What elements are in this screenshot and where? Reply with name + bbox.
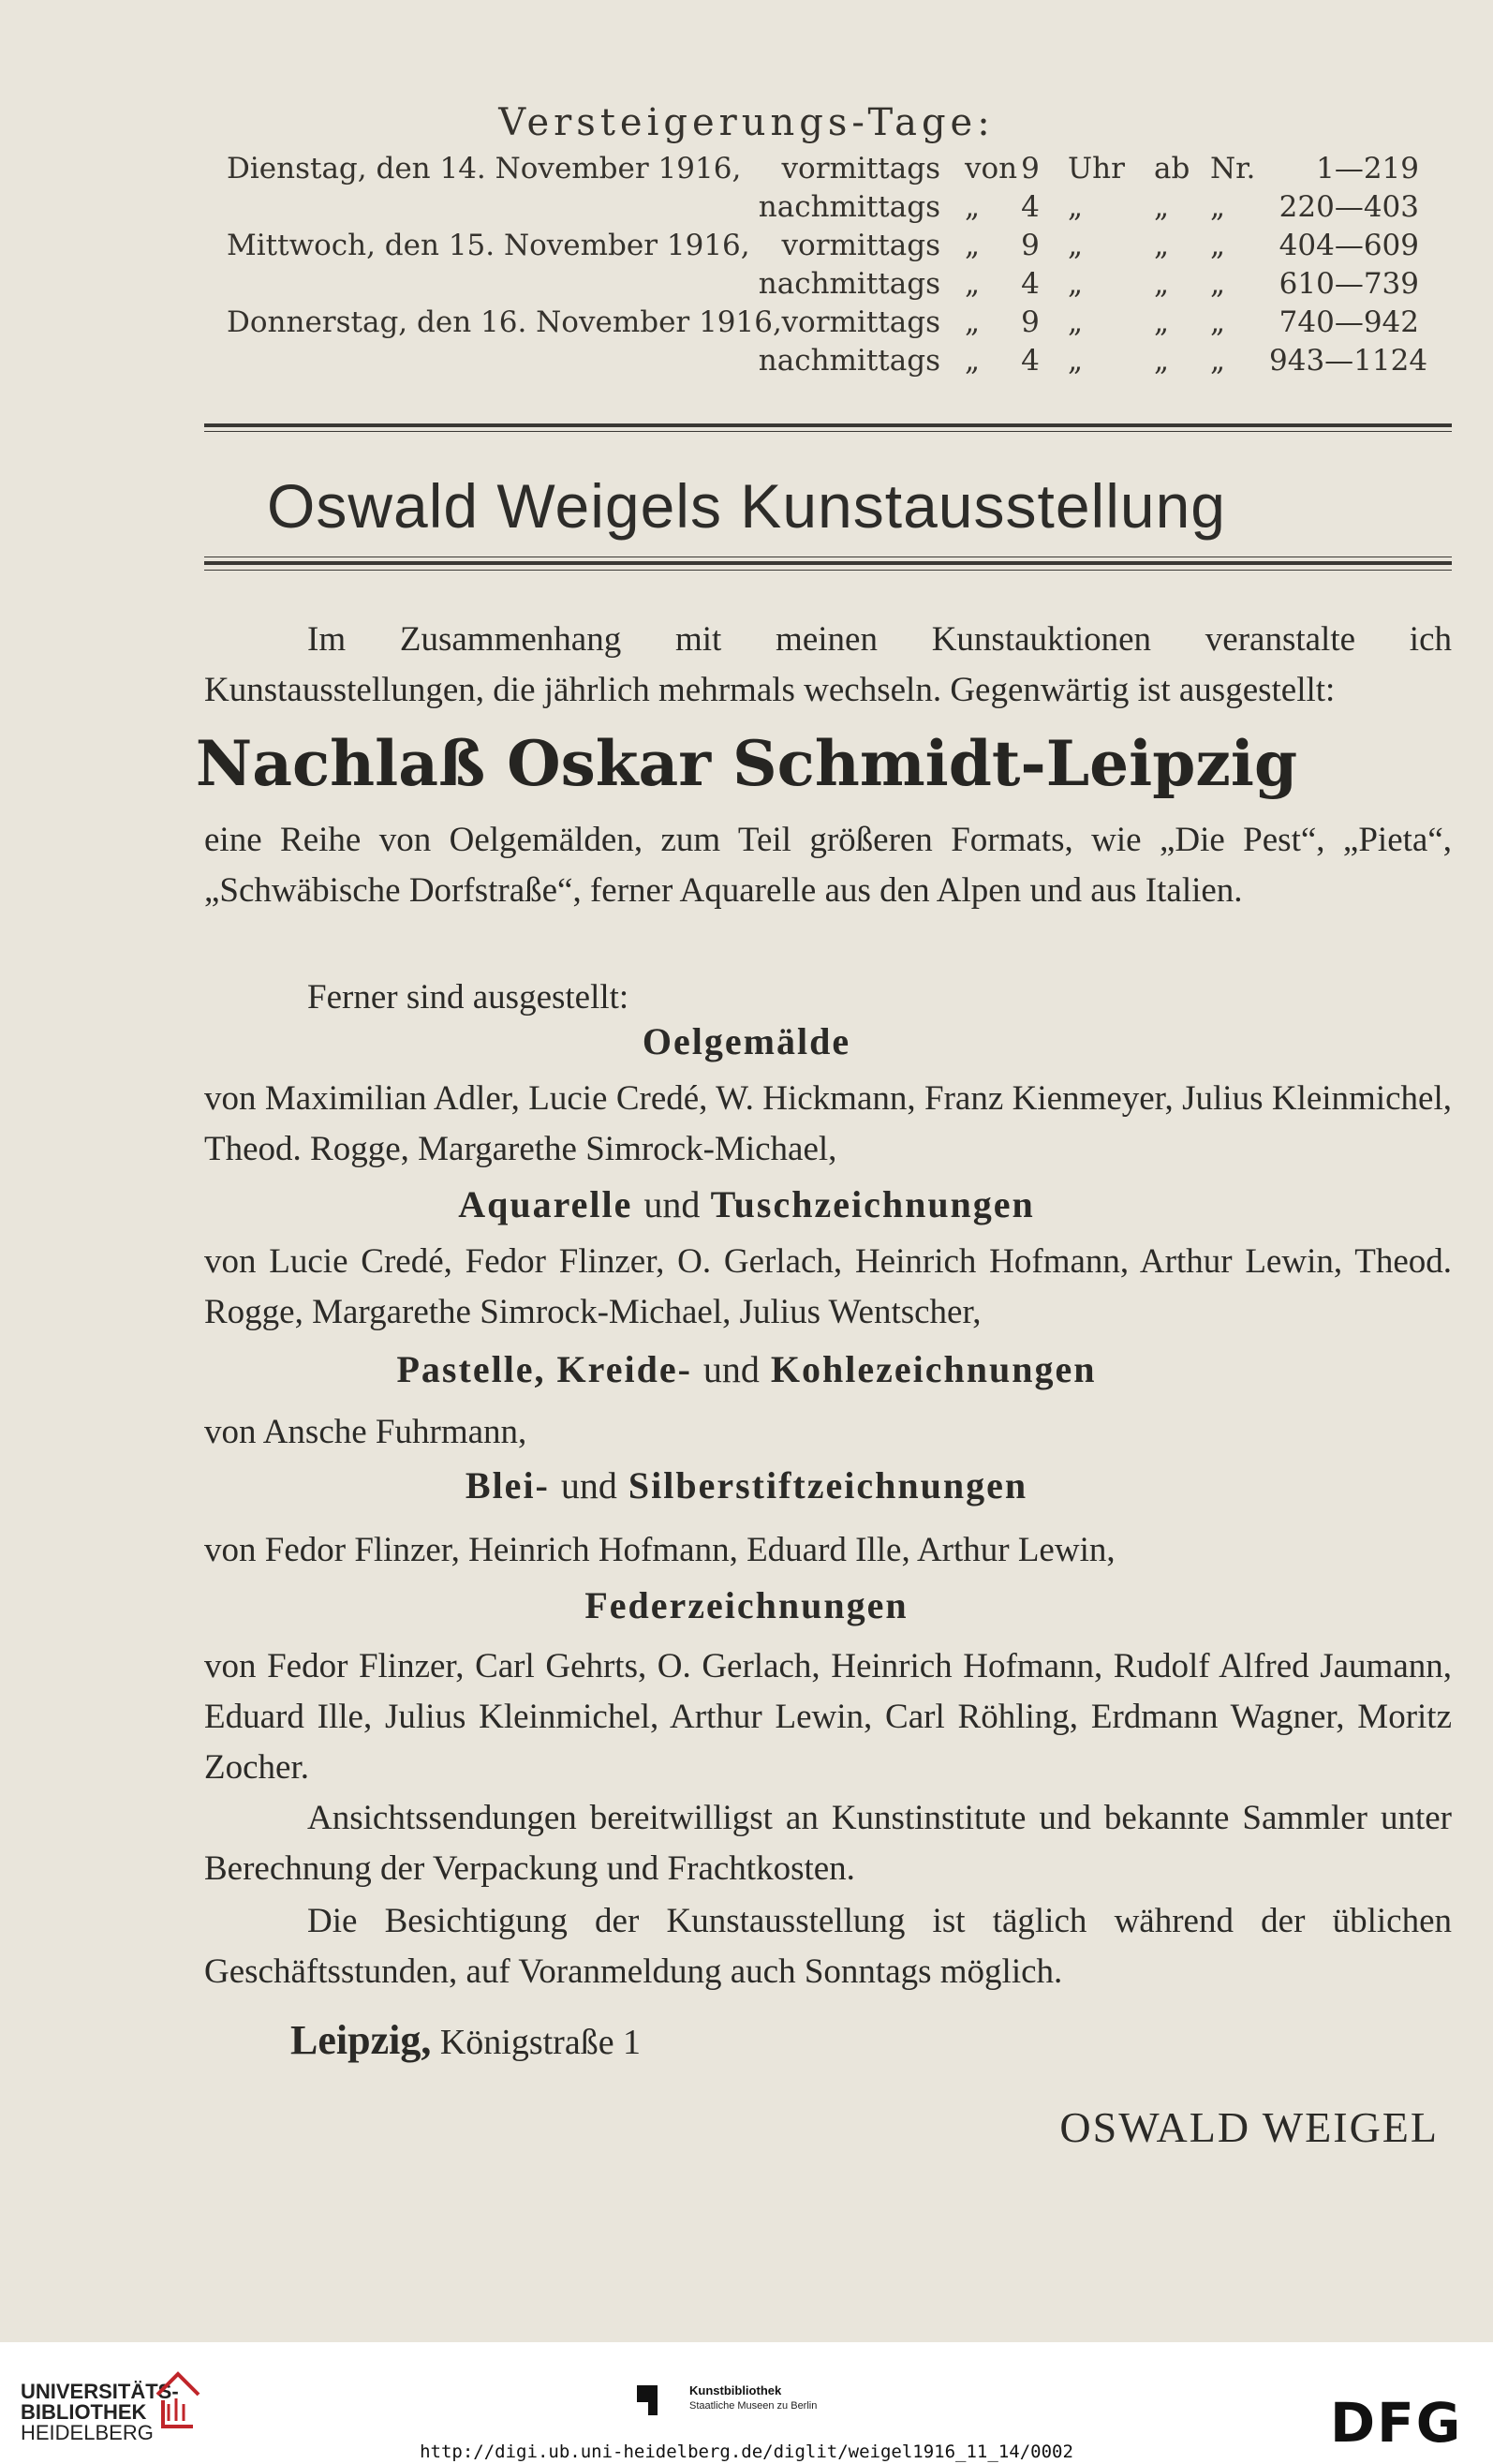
permalink-url[interactable]: http://digi.ub.uni-heidelberg.de/diglit/weigel1916_11_14/0002 bbox=[420, 2442, 1073, 2462]
auction-range: 740—942 bbox=[1279, 305, 1419, 339]
intro-paragraph: Im Zusammenhang mit meinen Kunstauktionen veranstalte ich Kunstausstellungen, die jährlich mehrmals wechseln. Gegenwärtig ist ausgestellt: bbox=[204, 620, 1452, 709]
auction-nr: „ bbox=[1210, 305, 1226, 339]
ub-logo-mark-icon bbox=[150, 2367, 206, 2434]
section-heading-mid: und bbox=[560, 1464, 617, 1507]
auction-time: vormittags bbox=[781, 229, 940, 262]
section-heading-a: Aquarelle bbox=[458, 1183, 633, 1225]
ub-logo-line1: UNIVERSITÄTS- bbox=[21, 2380, 179, 2403]
section-heading-pastelle bbox=[0, 1347, 1493, 1391]
auction-von: von bbox=[965, 152, 1018, 186]
section-heading-a: Oelgemälde bbox=[642, 1020, 851, 1062]
divider-bottom-thin-2 bbox=[204, 570, 1452, 571]
auction-nr: „ bbox=[1210, 344, 1226, 378]
sendungen-paragraph: Ansichtssendungen bereitwilligst an Kunstinstitute und bekannte Sammler unter Berechnung der Verpackung und Frachtkosten. bbox=[204, 1799, 1452, 1888]
headline: Oswald Weigels Kunstausstellung bbox=[267, 471, 1226, 541]
feature-title: Nachlaß Oskar Schmidt-Leipzig bbox=[195, 727, 1298, 800]
auction-ab: „ bbox=[1154, 344, 1170, 378]
auction-uhr: Uhr bbox=[1068, 152, 1125, 186]
auction-row bbox=[0, 152, 1493, 189]
auction-ab: „ bbox=[1154, 190, 1170, 224]
auction-range: 404—609 bbox=[1279, 229, 1419, 262]
auction-uhr: „ bbox=[1068, 305, 1084, 339]
kb-line2: Staatliche Museen zu Berlin bbox=[689, 2400, 818, 2412]
section-heading-mid: und bbox=[702, 1348, 760, 1390]
auction-range: 1—219 bbox=[1316, 152, 1419, 186]
ub-logo-line3: HEIDELBERG bbox=[21, 2421, 154, 2444]
auction-ab: „ bbox=[1154, 305, 1170, 339]
auction-day: Dienstag, den 14. November 1916, bbox=[227, 152, 742, 186]
section-heading-a: Pastelle, Kreide- bbox=[396, 1348, 692, 1390]
auction-range: 943—1124 bbox=[1269, 344, 1428, 378]
place-city: Leipzig, bbox=[290, 2017, 432, 2063]
section-heading-blei bbox=[0, 1463, 1493, 1507]
auction-von: „ bbox=[965, 229, 981, 262]
auction-uhr: „ bbox=[1068, 267, 1084, 301]
auction-uhr: „ bbox=[1068, 190, 1084, 224]
auction-ab: „ bbox=[1154, 267, 1170, 301]
auction-day: Donnerstag, den 16. November 1916, bbox=[227, 305, 782, 339]
auction-row bbox=[0, 190, 1493, 228]
section-heading-a: Federzeichnungen bbox=[584, 1584, 909, 1626]
auction-row bbox=[0, 344, 1493, 381]
auction-hour: 9 bbox=[1021, 305, 1040, 339]
auction-range: 220—403 bbox=[1279, 190, 1419, 224]
auction-ab: „ bbox=[1154, 229, 1170, 262]
auction-von: „ bbox=[965, 267, 981, 301]
auction-hour: 4 bbox=[1021, 190, 1040, 224]
kunstbibliothek-mark-icon bbox=[633, 2382, 680, 2419]
section-heading-a: Blei- bbox=[465, 1464, 550, 1507]
auction-range: 610—739 bbox=[1279, 267, 1419, 301]
section-heading-b: Tuschzeichnungen bbox=[710, 1183, 1035, 1225]
auction-nr: „ bbox=[1210, 190, 1226, 224]
place-street: Königstraße 1 bbox=[439, 2023, 642, 2062]
auction-von: „ bbox=[965, 344, 981, 378]
section-text-blei: von Fedor Flinzer, Heinrich Hofmann, Eduard Ille, Arthur Lewin, bbox=[204, 1531, 1116, 1569]
section-text-feder: von Fedor Flinzer, Carl Gehrts, O. Gerlach, Heinrich Hofmann, Rudolf Alfred Jaumann, Eduard Ille, Julius Kleinmichel, Arthur Lewin, Carl Röhling, Erdmann Wagner, Moritz Zocher. bbox=[204, 1647, 1452, 1787]
auction-hour: 4 bbox=[1021, 344, 1040, 378]
section-heading-mid: und bbox=[643, 1183, 701, 1225]
auction-days-title: Versteigerungs-Tage: bbox=[498, 101, 995, 144]
kb-line1: Kunstbibliothek bbox=[689, 2383, 782, 2397]
section-text-oelgemaelde: von Maximilian Adler, Lucie Credé, W. Hickmann, Franz Kienmeyer, Julius Kleinmichel, Theod. Rogge, Margarethe Simrock-Michael, bbox=[204, 1079, 1452, 1168]
auction-time: vormittags bbox=[781, 152, 940, 186]
section-heading-feder bbox=[0, 1583, 1493, 1627]
ferner-line: Ferner sind ausgestellt: bbox=[307, 978, 629, 1017]
divider-bottom-thick bbox=[204, 561, 1452, 565]
footer-bar bbox=[0, 2342, 1493, 2464]
auction-hour: 4 bbox=[1021, 267, 1040, 301]
auction-nr: „ bbox=[1210, 229, 1226, 262]
auction-time: nachmittags bbox=[758, 190, 940, 224]
section-heading-oelgemaelde bbox=[0, 1019, 1493, 1063]
section-heading-b: Silberstiftzeichnungen bbox=[628, 1464, 1028, 1507]
section-text-pastelle: von Ansche Fuhrmann, bbox=[204, 1413, 527, 1451]
auction-row bbox=[0, 229, 1493, 266]
auction-hour: 9 bbox=[1021, 152, 1040, 186]
auction-time: nachmittags bbox=[758, 344, 940, 378]
signature: OSWALD WEIGEL bbox=[1059, 2103, 1439, 2151]
dfg-logo[interactable]: DFG bbox=[1330, 2391, 1463, 2455]
auction-time: nachmittags bbox=[758, 267, 940, 301]
section-text-aquarelle: von Lucie Credé, Fedor Flinzer, O. Gerlach, Heinrich Hofmann, Arthur Lewin, Theod. Rogge, Margarethe Simrock-Michael, Julius Wentscher, bbox=[204, 1242, 1452, 1331]
ub-logo-line2: BIBLIOTHEK bbox=[21, 2400, 147, 2424]
section-heading-aquarelle bbox=[0, 1182, 1493, 1226]
auction-row bbox=[0, 267, 1493, 304]
auction-time: vormittags bbox=[781, 305, 940, 339]
auction-hour: 9 bbox=[1021, 229, 1040, 262]
divider-top-thin bbox=[204, 431, 1452, 432]
divider-top-thick bbox=[204, 423, 1452, 427]
auction-ab: ab bbox=[1154, 152, 1190, 186]
auction-uhr: „ bbox=[1068, 344, 1084, 378]
auction-row bbox=[0, 305, 1493, 343]
place-line bbox=[290, 2016, 641, 2064]
auction-nr: „ bbox=[1210, 267, 1226, 301]
auction-von: „ bbox=[965, 305, 981, 339]
auction-uhr: „ bbox=[1068, 229, 1084, 262]
auction-day: Mittwoch, den 15. November 1916, bbox=[227, 229, 750, 262]
feature-paragraph: eine Reihe von Oelgemälden, zum Teil größeren Formats, wie „Die Pest“, „Pieta“, „Schwäbische Dorfstraße“, ferner Aquarelle aus den Alpen und aus Italien. bbox=[204, 821, 1452, 910]
auction-von: „ bbox=[965, 190, 981, 224]
besichtigung-paragraph: Die Besichtigung der Kunstausstellung ist täglich während der üblichen Geschäftsstunden, auf Voranmeldung auch Sonntags möglich. bbox=[204, 1902, 1452, 1991]
section-heading-b: Kohlezeichnungen bbox=[770, 1348, 1097, 1390]
auction-nr: Nr. bbox=[1210, 152, 1256, 186]
